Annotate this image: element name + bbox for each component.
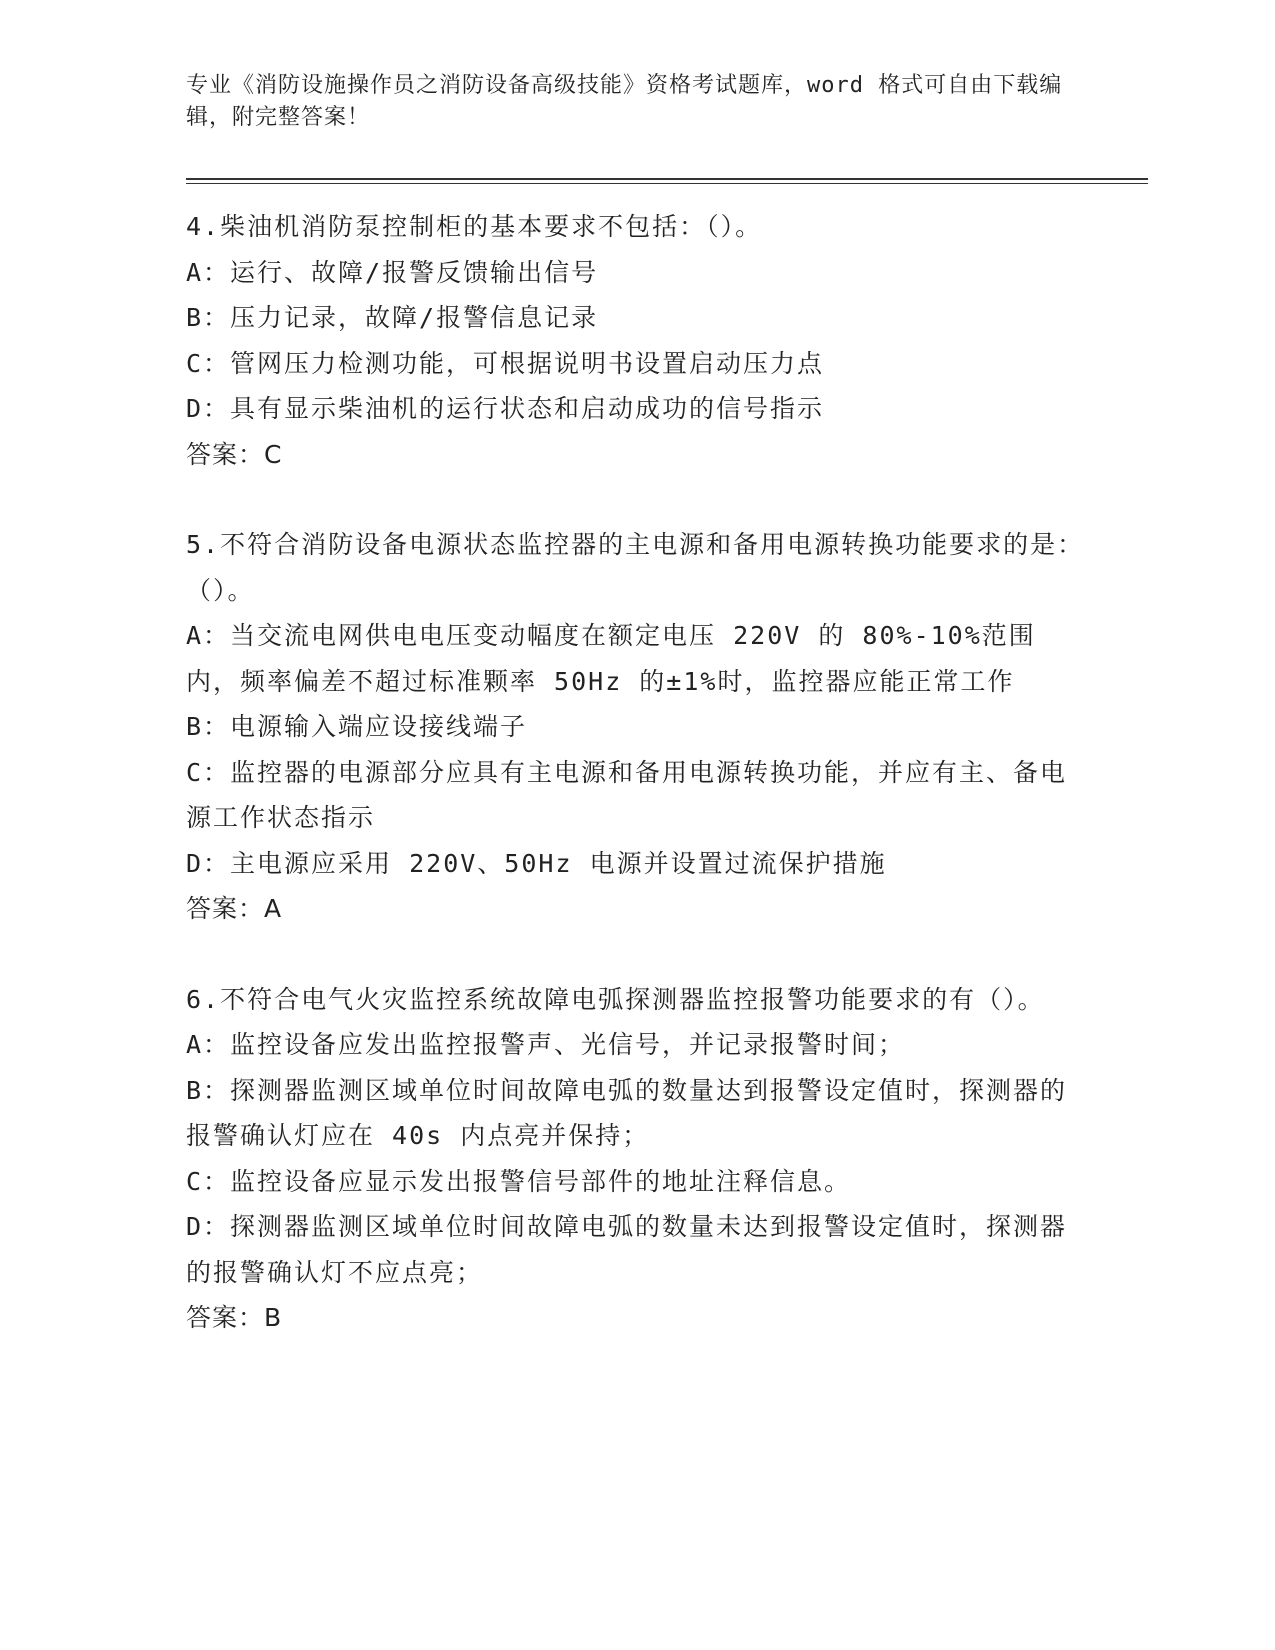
question-stem: 5.不符合消防设备电源状态监控器的主电源和备用电源转换功能要求的是：（）。 xyxy=(186,530,1085,605)
question-list xyxy=(186,204,1086,1386)
answer: 答案：A xyxy=(186,894,283,923)
question-stem: 4.柴油机消防泵控制柜的基本要求不包括：（）。 xyxy=(186,212,763,241)
option-d: D：探测器监测区域单位时间故障电弧的数量未达到报警设定值时，探测器的报警确认灯不应点亮； xyxy=(186,1212,1068,1287)
answer: 答案：C xyxy=(186,439,283,469)
document-header xyxy=(186,70,1086,134)
question-stem: 6.不符合电气火灾监控系统故障电弧探测器监控报警功能要求的有（）。 xyxy=(186,984,1045,1014)
question-5 xyxy=(186,522,1086,932)
question-6 xyxy=(186,977,1086,1341)
option-d: D：具有显示柴油机的运行状态和启动成功的信号指示 xyxy=(186,394,825,423)
answer: 答案：B xyxy=(186,1303,283,1332)
option-c: C：管网压力检测功能，可根据说明书设置启动压力点 xyxy=(186,348,825,378)
option-c: C：监控设备应显示发出报警信号部件的地址注释信息。 xyxy=(186,1166,852,1196)
option-a: A：运行、故障/报警反馈输出信号 xyxy=(186,257,599,287)
option-d: D：主电源应采用 220V、50Hz 电源并设置过流保护措施 xyxy=(186,848,887,878)
question-4 xyxy=(186,204,1086,477)
option-b: B：电源输入端应设接线端子 xyxy=(186,712,528,741)
header-text: 专业《消防设施操作员之消防设备高级技能》资格考试题库，word 格式可自由下载编辑，附完整答案！ xyxy=(186,73,1063,130)
header-divider-top xyxy=(186,178,1148,180)
option-b: B：压力记录，故障/报警信息记录 xyxy=(186,303,599,332)
header-divider-bottom xyxy=(186,183,1148,184)
option-b: B：探测器监测区域单位时间故障电弧的数量达到报警设定值时，探测器的报警确认灯应在 40s 内点亮并保持； xyxy=(186,1075,1068,1150)
option-a: A：当交流电网供电电压变动幅度在额定电压 220V 的 80%-10%范围内，频率偏差不超过标准颗率 50Hz 的±1%时，监控器应能正常工作 xyxy=(186,621,1036,696)
option-a: A：监控设备应发出监控报警声、光信号，并记录报警时间； xyxy=(186,1030,906,1059)
option-c: C：监控器的电源部分应具有主电源和备用电源转换功能，并应有主、备电源工作状态指示 xyxy=(186,757,1068,832)
